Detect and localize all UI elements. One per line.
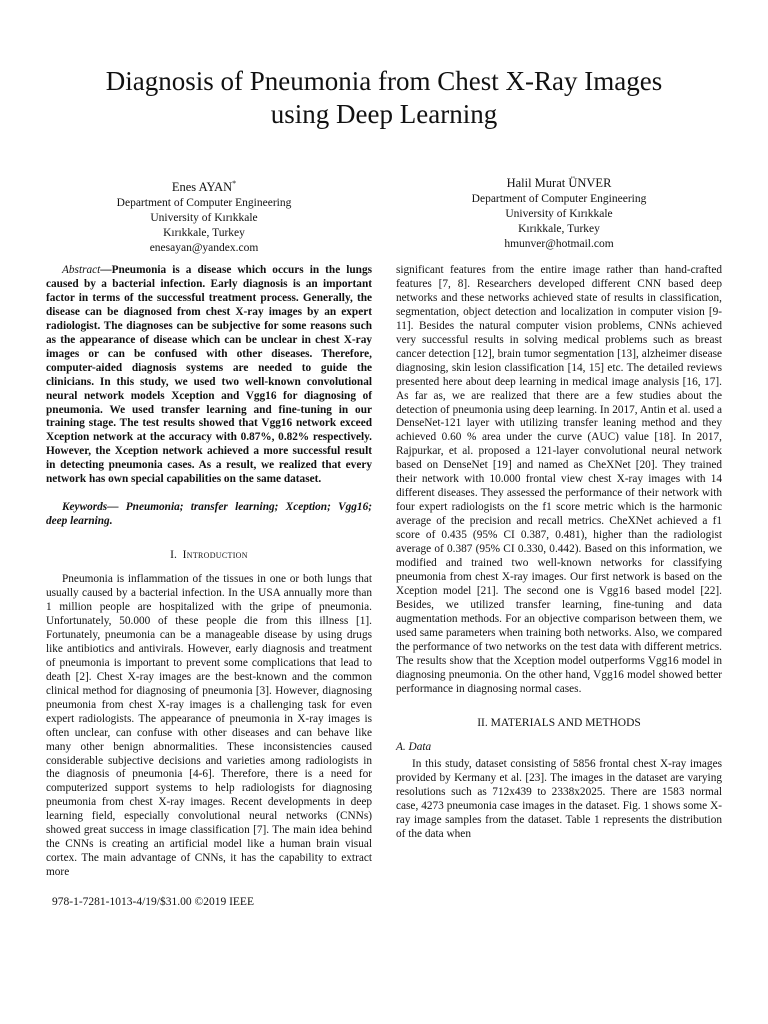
author-dept: Department of Computer Engineering [116, 197, 292, 210]
author-name: Halil Murat ÜNVER [506, 176, 612, 190]
section-heading-methods: II. MATERIALS AND METHODS [477, 716, 641, 729]
title-line-1: Diagnosis of Pneumonia from Chest X-Ray Images [105, 66, 663, 96]
keywords-lead: Keywords [62, 501, 108, 514]
author-block-1 [54, 176, 354, 256]
author-name: Enes AYAN* [171, 179, 237, 195]
author-university: University of Kırıkkale [505, 208, 613, 220]
keywords-text: — Pneumonia; transfer learning; Xception; Vgg16; deep learning. [46, 501, 372, 528]
section-heading-introduction: I. Introduction [170, 549, 248, 562]
author-dept: Department of Computer Engineering [471, 193, 647, 205]
left-column [46, 264, 372, 880]
paper-title [40, 65, 728, 131]
abstract-lead: Abstract [62, 264, 101, 276]
author-university: University of Kırıkkale [150, 212, 258, 225]
author-email: hmunver@hotmail.com [504, 238, 614, 250]
keywords [46, 501, 372, 529]
abstract [46, 264, 372, 487]
intro-paragraph: Pneumonia is inflammation of the tissues in one or both lungs that usually caused by a bacterial infection. In the USA annually more than 1 million people are hospitalized with the gripe of pneumonia. Unfortunately, 50.000 of these people die from this illness [1]. Fortunately, pneumonia can be a manageable disease by using drugs like antibiotics and antivirals. However, early diagnosis and treatment of pneumonia is important to prevent some complications that lead to death [2]. Chest X-ray images are the best-known and the common clinical method for diagnosing of pneumonia [3]. However, diagnosing pneumonia from chest X-ray images is a challenging task for even expert radiologists. The appearance of pneumonia in X-ray images is often unclear, can confuse with other diseases and can behave like many other benign abnormalities. These inconsistencies caused considerable subjective decisions and varieties among radiologists in the diagnosis of pneumonia [4-6]. Therefore, there is a need for computerized support systems to help radiologists for diagnosing pneumonia from chest X-ray images. Recent developments in deep learning field, especially convolutional neural networks (CNNs) showed great success in image classification [7]. The main idea behind the CNNs is creating an artificial model like a human brain visual cortex. The main advantage of CNNs, it has the capability to extract more [46, 573, 372, 879]
abstract-text: —Pneumonia is a disease which occurs in the lungs caused by a bacterial infection. Early diagnosis is an important factor in terms of the successful treatment process. Generally, the disease can be diagnosed from chest X-ray images by an expert radiologist. The diagnoses can be subjective for some reasons such as the appearance of disease which can be unclear in chest X-ray images or can be confused with other diseases. Therefore, computer-aided diagnosis systems are needed to guide the clinicians. In this study, we used two well-known convolutional neural network models Xception and Vgg16 for diagnosing of pneumonia. We used transfer learning and fine-tuning in our training stage. The test results showed that Vgg16 network exceed Xception network at the accuracy with 0.87%, 0.82% respectively. However, the Xception network achieved a more successful result in detecting pneumonia cases. As a result, we realized that every network has own special capabilities on the same dataset. [46, 264, 372, 486]
corresponding-mark: * [232, 179, 237, 188]
author-block-2 [409, 176, 709, 252]
data-paragraph: In this study, dataset consisting of 5856 frontal chest X-ray images provided by Kermany et al. [23]. The images in the dataset are varying resolutions such as 712x439 to 2338x2025. There are 1583 normal case, 4273 pneumonia case images in the dataset. Fig. 1 shows some X-ray image samples from the dataset. Table 1 represents the distribution of the data when [396, 758, 722, 841]
subsection-heading-data: A. Data [396, 740, 432, 753]
copyright-footer: 978-1-7281-1013-4/19/$31.00 ©2019 IEEE [52, 896, 254, 908]
author-city: Kırıkkale, Turkey [163, 227, 245, 240]
intro-paragraph-continued: significant features from the entire image rather than hand-crafted features [7, 8]. Researchers developed different CNN based deep networks and these networks achieved state of results in classification, segmentation, object detection and localization in computer vision [9-11]. Besides the natural computer vision problems, CNNs achieved very successful results in solving medical problems such as breast cancer detection [12], brain tumor segmentation [13], alzheimer disease diagnosing, skin lesion classification [14, 15] etc. The detailed reviews presented here about deep learning in medical image analysis [16, 17]. As far as, we are realized that there are a few studies about the detection of pneumonia using deep learning. In 2017, Antin et al. used a DenseNet-121 layer with utilizing transfer leaning method and they achieved 0.60 % area under the curve (AUC) value [18]. In 2017, Rajpurkar, et al. proposed a 121-layer convolutional neural network based on DenseNet [19] and named as CheXNet [20]. They trained their network with 10.000 frontal view chest X-ray images with 14 different diseases. They assessed the performance of their network with four expert radiologists on the f1 score metric which is the harmonic average of the precision and recall metrics. CheXNet achieved a f1 score of 0.435 (95% CI 0.387, 0.481), higher than the radiologist average of 0.387 (95% CI 0.330, 0.442). Based on this information, we modified and trained two well-known networks for classifying pneumonia from chest X-ray images. Our first network is based on the Xception model [21]. The second one is Vgg16 based model [22]. Besides, we utilized transfer learning, fine-tuning and data augmentation methods. For an objective comparison between them, we used same parameters when training both networks. Also, we compared the performance of two networks on the test data with different metrics. The results show that the Xception model outperforms Vgg16 model in diagnosing pneumonia. On the other hand, Vgg16 model showed better performance in diagnosing normal cases. [396, 264, 722, 695]
right-column [396, 264, 722, 842]
author-email: enesayan@yandex.com [149, 242, 259, 255]
title-line-2: using Deep Learning [270, 99, 498, 129]
author-city: Kırıkkale, Turkey [518, 223, 600, 235]
